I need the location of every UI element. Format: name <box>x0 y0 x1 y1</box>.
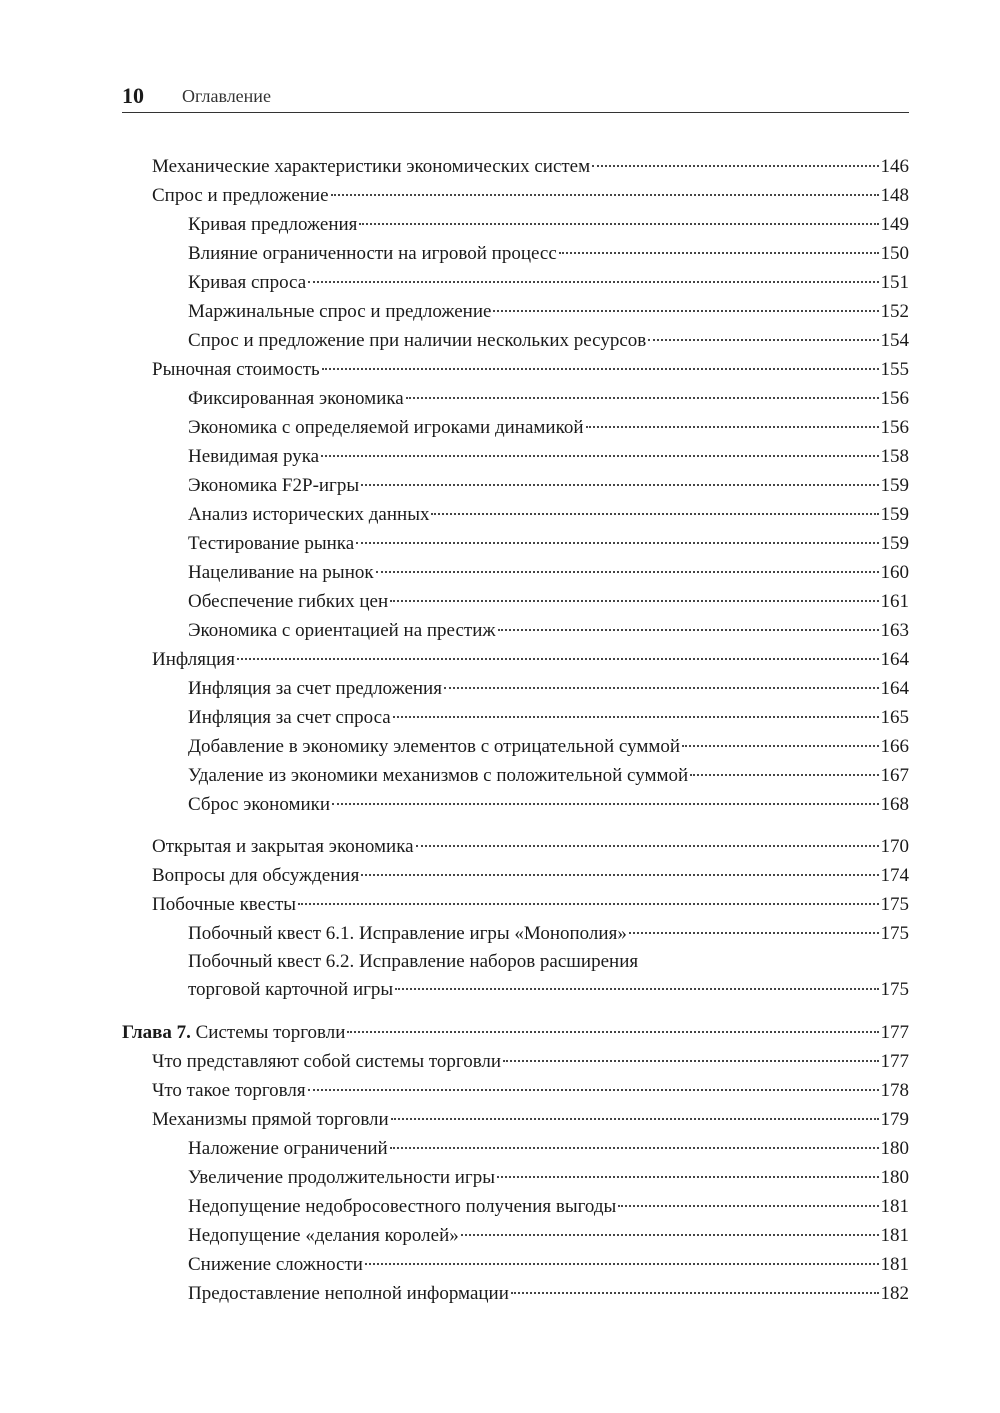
toc-entry-page: 166 <box>880 736 909 757</box>
toc-entry-page: 174 <box>880 865 909 886</box>
toc-entry[interactable] <box>188 1163 909 1192</box>
leader-dots <box>648 339 878 341</box>
leader-dots <box>444 687 879 689</box>
toc-entry-page: 180 <box>880 1167 909 1188</box>
toc-entry-title: Системы торговли <box>195 1022 346 1043</box>
leader-dots <box>497 1176 879 1178</box>
toc-entry-title: Что такое торговля <box>152 1080 306 1101</box>
leader-dots <box>347 1031 878 1033</box>
toc-entry[interactable] <box>152 1105 909 1134</box>
running-title: Оглавление <box>182 86 271 106</box>
toc-entry-title: Побочные квесты <box>152 894 297 915</box>
toc-entry[interactable] <box>152 1047 909 1076</box>
toc-entry-page: 182 <box>880 1283 909 1304</box>
toc-entry-page: 160 <box>880 562 909 583</box>
toc-entry[interactable] <box>152 1076 909 1105</box>
toc-entry[interactable] <box>188 616 909 645</box>
toc-entry-title: Фиксированная экономика <box>188 388 404 409</box>
toc-entry-page: 164 <box>880 678 909 699</box>
toc-entry-page: 149 <box>880 214 909 235</box>
leader-dots <box>390 600 878 602</box>
toc-entry[interactable] <box>188 210 909 239</box>
toc-entry[interactable] <box>188 948 909 1004</box>
leader-dots <box>356 542 878 544</box>
leader-dots <box>331 194 879 196</box>
toc-entry-page: 170 <box>880 836 909 857</box>
toc-entry-title: Спрос и предложение <box>152 185 329 206</box>
toc-entry-title: Инфляция <box>152 649 236 670</box>
leader-dots <box>393 716 879 718</box>
toc-entry-page: 161 <box>880 591 909 612</box>
toc-entry-title-line1: Побочный квест 6.2. Исправление наборов расширения <box>188 951 639 972</box>
toc-entry[interactable] <box>188 558 909 587</box>
table-of-contents <box>122 152 909 1308</box>
spacer <box>122 819 909 832</box>
toc-entry-page: 181 <box>880 1225 909 1246</box>
toc-entry[interactable] <box>188 761 909 790</box>
toc-entry-title: Снижение сложности <box>188 1254 363 1275</box>
toc-entry-page: 154 <box>880 330 909 351</box>
toc-entry[interactable] <box>152 355 909 384</box>
leader-dots <box>682 745 878 747</box>
toc-entry-title: Инфляция за счет предложения <box>188 678 442 699</box>
toc-entry-page: 167 <box>880 765 909 786</box>
leader-dots <box>618 1205 878 1207</box>
toc-entry-title: Механические характеристики экономических систем <box>152 156 591 177</box>
chapter-label: Глава 7. <box>122 1022 191 1043</box>
toc-entry-title: Маржинальные спрос и предложение <box>188 301 492 322</box>
toc-entry-title: Сброс экономики <box>188 794 331 815</box>
toc-entry-page: 163 <box>880 620 909 641</box>
toc-entry-page: 178 <box>880 1080 909 1101</box>
toc-entry-title: Наложение ограничений <box>188 1138 388 1159</box>
toc-entry[interactable] <box>188 1134 909 1163</box>
leader-dots <box>361 484 878 486</box>
toc-entry-page: 152 <box>880 301 909 322</box>
toc-entry[interactable] <box>152 890 909 919</box>
toc-entry-page: 159 <box>880 504 909 525</box>
toc-entry-title: Что представляют собой системы торговли <box>152 1051 502 1072</box>
toc-entry[interactable] <box>188 297 909 326</box>
toc-entry-title: Вопросы для обсуждения <box>152 865 360 886</box>
toc-entry-title: Кривая предложения <box>188 214 358 235</box>
toc-entry-title: Кривая спроса <box>188 272 307 293</box>
toc-entry-page: 168 <box>880 794 909 815</box>
toc-entry-page: 175 <box>880 894 909 915</box>
toc-entry-title: Увеличение продолжительности игры <box>188 1167 495 1188</box>
leader-dots <box>390 1147 879 1149</box>
leader-dots <box>322 368 879 370</box>
leader-dots <box>361 874 878 876</box>
leader-dots <box>308 281 878 283</box>
toc-entry[interactable] <box>188 732 909 761</box>
toc-entry-title: Нацеливание на рынок <box>188 562 374 583</box>
toc-entry[interactable] <box>188 1279 909 1308</box>
toc-entry[interactable] <box>188 919 909 948</box>
toc-entry-title: Механизмы прямой торговли <box>152 1109 389 1130</box>
leader-dots <box>321 455 878 457</box>
toc-entry-page: 150 <box>880 243 909 264</box>
leader-dots <box>592 165 878 167</box>
toc-entry-page: 180 <box>880 1138 909 1159</box>
toc-entry[interactable] <box>188 529 909 558</box>
toc-entry-title: Недопущение «делания королей» <box>188 1225 459 1246</box>
toc-entry[interactable] <box>152 152 909 181</box>
toc-entry[interactable] <box>188 500 909 529</box>
toc-entry[interactable] <box>188 326 909 355</box>
toc-entry[interactable] <box>188 1250 909 1279</box>
toc-entry[interactable] <box>188 239 909 268</box>
toc-entry-page: 155 <box>880 359 909 380</box>
spacer <box>122 1004 909 1018</box>
toc-entry[interactable] <box>188 1192 909 1221</box>
leader-dots <box>511 1292 879 1294</box>
leader-dots <box>359 223 878 225</box>
leader-dots <box>690 774 878 776</box>
toc-entry[interactable] <box>188 674 909 703</box>
leader-dots <box>391 1118 879 1120</box>
toc-entry[interactable] <box>188 587 909 616</box>
toc-entry[interactable] <box>188 703 909 732</box>
toc-entry-title: Тестирование рынка <box>188 533 355 554</box>
leader-dots <box>503 1060 878 1062</box>
toc-entry[interactable] <box>188 790 909 819</box>
toc-entry[interactable] <box>188 1221 909 1250</box>
toc-entry-page: 146 <box>880 156 909 177</box>
toc-entry-title: торговой карточной игры <box>188 979 394 1000</box>
toc-entry-title: Удаление из экономики механизмов с положительной суммой <box>188 765 689 786</box>
page-number: 10 <box>122 83 144 108</box>
toc-entry-title: Предоставление неполной информации <box>188 1283 509 1304</box>
toc-entry-page: 158 <box>880 446 909 467</box>
toc-entry[interactable] <box>152 645 909 674</box>
toc-entry-title: Анализ исторических данных <box>188 504 430 525</box>
toc-entry-title: Открытая и закрытая экономика <box>152 836 414 857</box>
toc-entry-title: Недопущение недобросовестного получения выгоды <box>188 1196 617 1217</box>
toc-entry[interactable] <box>188 384 909 413</box>
toc-entry-page: 165 <box>880 707 909 728</box>
toc-entry-page: 177 <box>880 1051 909 1072</box>
leader-dots <box>332 803 878 805</box>
toc-entry-title: Рыночная стоимость <box>152 359 320 380</box>
leader-dots <box>431 513 878 515</box>
toc-entry[interactable] <box>188 471 909 500</box>
leader-dots <box>395 988 878 990</box>
toc-entry-page: 148 <box>880 185 909 206</box>
leader-dots <box>298 903 878 905</box>
toc-entry-title: Экономика с определяемой игроками динамикой <box>188 417 584 438</box>
leader-dots <box>365 1263 879 1265</box>
toc-entry-title: Добавление в экономику элементов с отрицательной суммой <box>188 736 681 757</box>
toc-entry-title: Побочный квест 6.1. Исправление игры «Монополия» <box>188 923 627 944</box>
toc-entry-page: 156 <box>880 388 909 409</box>
toc-entry-title: Экономика F2P-игры <box>188 475 360 496</box>
toc-entry-title: Спрос и предложение при наличии нескольких ресурсов <box>188 330 647 351</box>
toc-entry-page: 159 <box>880 475 909 496</box>
toc-entry-page: 181 <box>880 1254 909 1275</box>
leader-dots <box>461 1234 879 1236</box>
leader-dots <box>493 310 878 312</box>
leader-dots <box>406 397 879 399</box>
toc-entry-page: 179 <box>880 1109 909 1130</box>
toc-entry-page: 175 <box>880 923 909 944</box>
toc-entry-title: Влияние ограниченности на игровой процесс <box>188 243 557 264</box>
toc-entry-title: Невидимая рука <box>188 446 320 467</box>
toc-entry[interactable] <box>188 268 909 297</box>
leader-dots <box>237 658 878 660</box>
leader-dots <box>376 571 879 573</box>
leader-dots <box>498 629 879 631</box>
toc-entry-page: 175 <box>880 979 909 1000</box>
page-header <box>122 80 909 113</box>
toc-chapter-entry[interactable] <box>122 1018 909 1047</box>
leader-dots <box>586 426 879 428</box>
toc-entry-page: 156 <box>880 417 909 438</box>
leader-dots <box>308 1089 879 1091</box>
toc-entry-page: 151 <box>880 272 909 293</box>
leader-dots <box>629 932 879 934</box>
toc-entry-page: 159 <box>880 533 909 554</box>
toc-entry-page: 164 <box>880 649 909 670</box>
toc-entry[interactable] <box>152 181 909 210</box>
toc-entry[interactable] <box>152 861 909 890</box>
toc-entry-page: 181 <box>880 1196 909 1217</box>
toc-entry-title: Обеспечение гибких цен <box>188 591 389 612</box>
toc-entry-title: Инфляция за счет спроса <box>188 707 391 728</box>
toc-entry-page: 177 <box>880 1022 909 1043</box>
leader-dots <box>416 845 879 847</box>
leader-dots <box>559 252 879 254</box>
toc-entry-title: Экономика с ориентацией на престиж <box>188 620 496 641</box>
toc-entry[interactable] <box>188 413 909 442</box>
toc-entry[interactable] <box>188 442 909 471</box>
toc-entry[interactable] <box>152 832 909 861</box>
